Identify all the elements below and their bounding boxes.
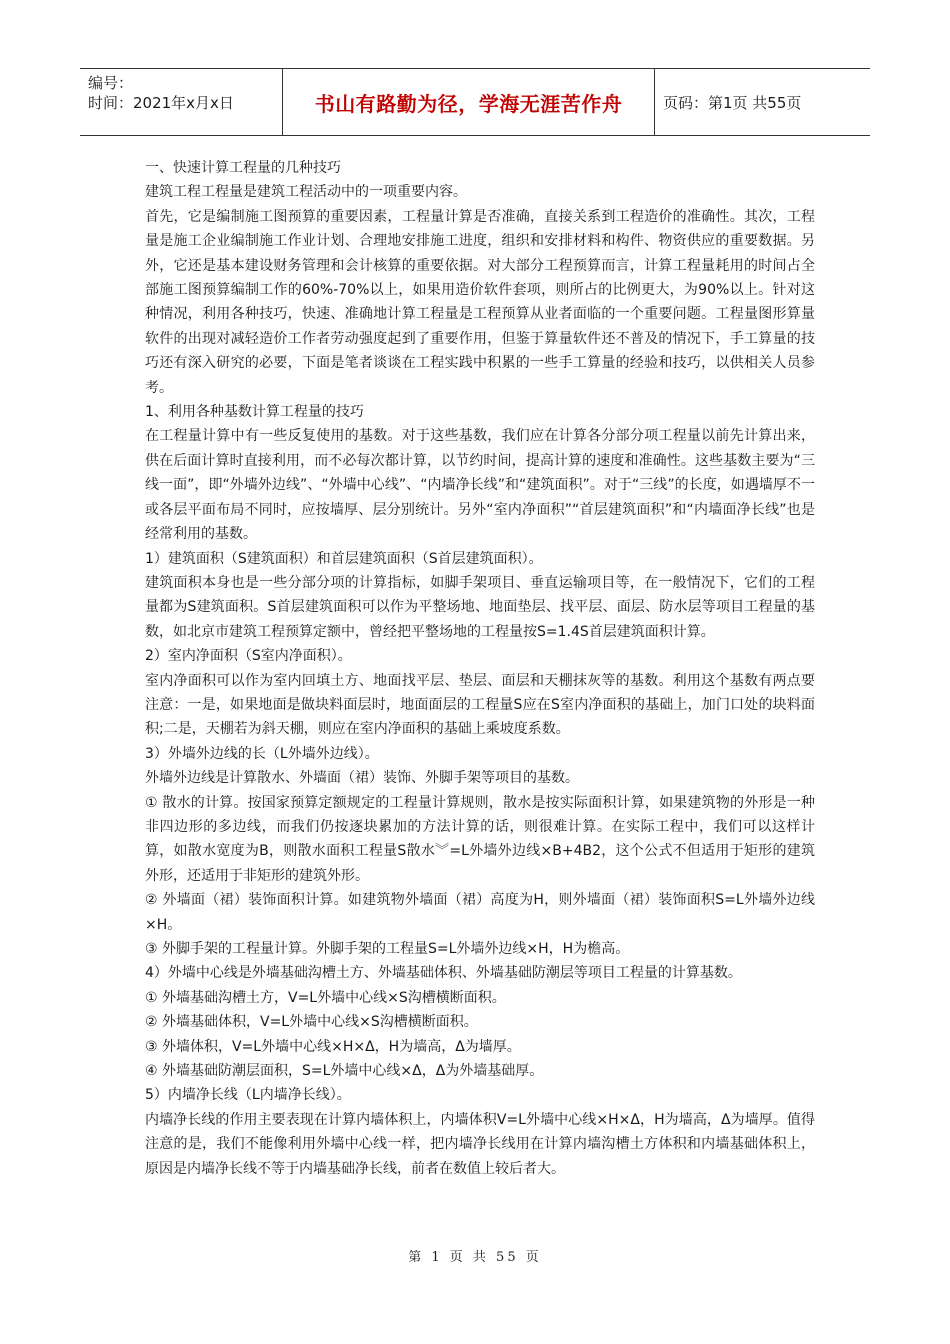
list-item: ① 散水的计算。按国家预算定额规定的工程量计算规则，散水是按实际面积计算，如果建筑物的外形是一种非四边形的多边线，而我们仍按逐块累加的方法计算的话，则很难计算。在实际工程中，我们可以这样计算，如散水宽度为B，则散水面积工程量S散水︾=L外墙外边线×B+4B2，这个公式不但适用于矩形的建筑外形，还适用于非矩形的建筑外形。 [145,794,815,884]
list-item: ① 外墙基础沟槽土方，V=L外墙中心线×S沟槽横断面积。 [145,989,506,1006]
paragraph: 外墙外边线是计算散水、外墙面（裙）装饰、外脚手架等项目的基数。 [145,770,579,787]
header-motto: 书山有路勤为径，学海无涯苦作舟 [314,91,623,116]
section-heading: 一、快速计算工程量的几种技巧 [145,160,341,176]
paragraph: 内墙净长线的作用主要表现在计算内墙体积上，内墙体积V=L外墙中心线×H×Δ，H为墙高，Δ为墙厚。值得注意的是，我们不能像利用外墙中心线一样，把内墙净长线用在计算内墙沟槽土方体积和内墙基础体积上，原因是内墙净长线不等于内墙基础净长线，前者在数值上较后者大。 [145,1111,815,1177]
item-heading: 2）室内净面积（S室内净面积）。 [145,648,352,665]
paragraph: 首先，它是编制施工图预算的重要因素，工程量计算是否准确，直接关系到工程造价的准确性。其次，工程量是施工企业编制施工作业计划、合理地安排施工进度，组织和安排材料和构件、物资供应的重要数据。另外，它还是基本建设财务管理和会计核算的重要依据。对大部分工程预算而言，计算工程量耗用的时间占全部施工图预算编制工作的60%-70%以上，如果用造价软件套项，则所占的比例更大，为90%以上。针对这种情况，利用各种技巧，快速、准确地计算工程量是工程预算从业者面临的一个重要问题。工程量图形算量软件的出现对减轻造价工作者劳动强度起到了重要作用，但鉴于算量软件还不普及的情况下，手工算量的技巧还有深入研究的必要，下面是笔者谈谈在工程实践中积累的一些手工算量的经验和技巧，以供相关人员参考。 [145,208,815,396]
list-item: ③ 外脚手架的工程量计算。外脚手架的工程量S=L外墙外边线×H，H为檐高。 [145,941,630,957]
header-motto-cell [283,69,655,135]
paragraph: 室内净面积可以作为室内回填土方、地面找平层、垫层、面层和天棚抹灰等的基数。利用这个基数有两点要注意：一是，如果地面是做块料面层时，地面面层的工程量S应在S室内净面积的基础上，加门口处的块料面积;二是，天棚若为斜天棚，则应在室内净面积的基础上乘坡度系数。 [145,672,815,738]
list-item: ④ 外墙基础防潮层面积，S=L外墙中心线×Δ，Δ为外墙基础厚。 [145,1063,544,1080]
page-footer: 第 1 页 共 55 页 [408,1250,542,1265]
item-heading: 3）外墙外边线的长（L外墙外边线）。 [145,745,379,762]
document-date: 时间：2021年x月x日 [88,94,234,112]
subsection-heading: 1、利用各种基数计算工程量的技巧 [145,404,364,421]
header-page-cell [655,69,870,135]
list-item: ② 外墙面（裙）装饰面积计算。如建筑物外墙面（裙）高度为H，则外墙面（裙）装饰面积S=L外墙外边线×H。 [145,892,815,933]
list-item: ② 外墙基础体积，V=L外墙中心线×S沟槽横断面积。 [145,1014,478,1031]
item-heading: 1）建筑面积（S建筑面积）和首层建筑面积（S首层建筑面积）。 [145,550,543,567]
list-item: ③ 外墙体积，V=L外墙中心线×H×Δ，H为墙高，Δ为墙厚。 [145,1038,521,1055]
document-body [145,156,815,1181]
paragraph: 在工程量计算中有一些反复使用的基数。对于这些基数，我们应在计算各分部分项工程量以前先计算出来，供在后面计算时直接利用，而不必每次都计算，以节约时间，提高计算的速度和准确性。这些基数主要为“三线一面”，即“外墙外边线”、“外墙中心线”、“内墙净长线”和“建筑面积”。对于“三线”的长度，如遇墙厚不一或各层平面布局不同时，应按墙厚、层分别统计。另外“室内净面积”“首层建筑面积”和“内墙面净长线”也是经常利用的基数。 [145,428,815,543]
paragraph: 建筑面积本身也是一些分部分项的计算指标，如脚手架项目、垂直运输项目等，在一般情况下，它们的工程量都为S建筑面积。S首层建筑面积可以作为平整场地、地面垫层、找平层、面层、防水层等项目工程量的基数，如北京市建筑工程预算定额中，曾经把平整场地的工程量按S=1.4S首层建筑面积计算。 [145,574,815,640]
page-header [80,68,870,136]
item-heading: 5）内墙净长线（L内墙净长线）。 [145,1087,351,1104]
item-heading: 4）外墙中心线是外墙基础沟槽土方、外墙基础体积、外墙基础防潮层等项目工程量的计算基数。 [145,965,742,982]
document-number-label: 编号： [88,74,134,92]
header-page-info: 页码：第1页 共55页 [663,93,802,112]
paragraph: 建筑工程工程量是建筑工程活动中的一项重要内容。 [145,184,467,201]
header-meta [80,69,283,135]
